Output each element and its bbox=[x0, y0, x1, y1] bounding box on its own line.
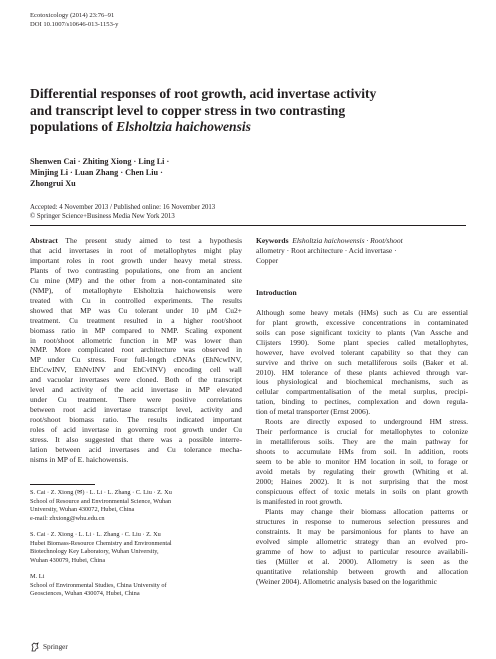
abstract-line: Abstract The present study aimed to test a hypothesis bbox=[30, 236, 242, 245]
intro-line: ious physiological and biochemical mechanisms, such as bbox=[256, 377, 468, 387]
affiliation-line: Geosciences, Wuhan 430074, Hubei, China bbox=[30, 590, 140, 598]
abstract-line: in root/shoot allometric function in MP was lower than bbox=[30, 335, 242, 345]
abstract-line: Cu mine (MP) and the other from a non-contaminated site bbox=[30, 275, 242, 285]
intro-line: (Weiner 2004). Allometric analysis based on the logarithmic bbox=[256, 576, 438, 586]
affiliation-names: S. Cai · Z. Xiong · L. Li · L. Zhang · C. Liu · Z. Xu bbox=[30, 531, 161, 538]
intro-line: gramme of how to adjust to particular resource availabili- bbox=[256, 546, 468, 556]
intro-line: soils can pose significant toxicity to plants (Van Assche and bbox=[256, 327, 468, 337]
affiliation-divider bbox=[30, 484, 95, 485]
affiliation-line: University, Wuhan 430072, Hubei, China bbox=[30, 506, 135, 514]
intro-line: 2010). HM tolerance of these plants achieved through var- bbox=[256, 367, 468, 377]
abstract-line: roles of acid invertase in governing root growth under Cu bbox=[30, 425, 242, 435]
intro-line: Roots are directly exposed to underground HM stress. bbox=[265, 417, 468, 427]
intro-line: for plant growth, excessive concentrations in contaminated bbox=[256, 317, 468, 327]
abstract-line: (NMP), of metallophyte Elsholtzia haichowensis were bbox=[30, 285, 242, 295]
running-header bbox=[30, 11, 118, 29]
copyright: © Springer Science+Business Media New York 2013 bbox=[30, 213, 175, 221]
abstract-line: NMP. More complicated root architecture was observed in bbox=[30, 345, 242, 355]
intro-paragraph-2 bbox=[256, 417, 468, 507]
affiliation-2 bbox=[30, 531, 242, 565]
right-column bbox=[256, 236, 468, 587]
abstract-line: treated with Cu in controlled experiments. The results bbox=[30, 295, 242, 305]
abstract-line: showed that MP was Cu tolerant under 10 μM Cu2+ bbox=[30, 305, 242, 315]
intro-line: is manifested in root growth. bbox=[256, 496, 343, 506]
affiliation-1 bbox=[30, 489, 242, 523]
abstract-line: Plants of two contrasting populations, one from an ancient bbox=[30, 265, 242, 275]
intro-line: Although some heavy metals (HMs) such as Cu are essential bbox=[256, 307, 468, 317]
affiliation-names: M. Li bbox=[30, 573, 45, 580]
keywords-line: allometry · Root architecture · Acid invertase · bbox=[256, 245, 397, 255]
abstract-line: important roles in root growth under heavy metal stress. bbox=[30, 255, 242, 265]
intro-line: evolved simple allometric strategy than an evolved pro- bbox=[256, 536, 468, 546]
intro-line: however, have evolved tolerant capability so that they can bbox=[256, 347, 468, 357]
intro-paragraph-1 bbox=[256, 308, 468, 417]
abstract-line: lation between acid invertases and Cu tolerance mecha- bbox=[30, 445, 242, 455]
intro-line: structures in response to numerous selection pressures and bbox=[256, 516, 468, 526]
intro-line: ties (Müller et al. 2000). Allometry is seen as the bbox=[256, 556, 468, 566]
publication-dates bbox=[30, 203, 330, 221]
email-link[interactable]: e-mail: zhxiong@whu.edu.cn bbox=[30, 514, 105, 522]
affiliation-3 bbox=[30, 573, 242, 599]
affiliation-line: School of Resource and Environmental Science, Wuhan bbox=[30, 497, 172, 505]
affiliation-line: Hubei Biomass-Resource Chemistry and Environmental bbox=[30, 539, 172, 547]
journal-citation: Ecotoxicology (2014) 23:76–91 bbox=[30, 12, 115, 19]
abstract-line: that acid invertases in root of metallophytes might play bbox=[30, 245, 242, 255]
intro-line: 2000; Haines 2002). It is not surprising that the most bbox=[256, 477, 468, 487]
doi[interactable]: DOI 10.1007/s10646-013-1153-y bbox=[30, 21, 119, 28]
intro-line: Plants may change their biomass allocation patterns or bbox=[265, 506, 468, 516]
intro-line: shoots to accumulate HMs from soil. In addition, roots bbox=[256, 447, 468, 457]
article-title bbox=[30, 86, 470, 136]
springer-horse-icon bbox=[30, 642, 40, 652]
abstract-line: stress. It also suggested that there was a possible interre- bbox=[30, 435, 242, 445]
abstract-line: biomass ratio in MP compared to NMP. Scaling exponent bbox=[30, 325, 242, 335]
intro-line: Clijsters 1990). Some plant species called metallophytes, bbox=[256, 337, 468, 347]
intro-line: conspicuous effect of toxic metals in soils on plant growth bbox=[256, 486, 468, 496]
intro-paragraph-3 bbox=[256, 507, 468, 587]
abstract-line: between root acid invertase transcript level, activity and bbox=[30, 405, 242, 415]
author-line: Zhongrui Xu bbox=[30, 179, 76, 189]
abstract-label: Abstract bbox=[30, 236, 58, 245]
title-line: populations of Elsholtzia haichowensis bbox=[30, 119, 251, 134]
intro-line: constraints. It may be parsimonious for plants to have an bbox=[256, 526, 468, 536]
species-name: Elsholtzia haichowensis bbox=[116, 119, 251, 134]
page-footer bbox=[30, 642, 68, 652]
intro-line: quantitative relationship between growth and allocation bbox=[256, 566, 468, 576]
abstract-line: and vacuolar invertases were cloned. Both of the transcript bbox=[30, 375, 242, 385]
abstract-section bbox=[30, 236, 242, 465]
keywords-line: Elsholtzia haichowensis · Root/shoot bbox=[292, 236, 403, 245]
keywords-label: Keywords bbox=[256, 236, 289, 245]
section-heading-introduction: Introduction bbox=[256, 287, 297, 297]
author-line: Minjing Li · Luan Zhang · Chen Liu · bbox=[30, 168, 163, 178]
abstract-line: nisms in MP of E. haichowensis. bbox=[30, 454, 129, 464]
author-line: Shenwen Cai · Zhiting Xiong · Ling Li · bbox=[30, 157, 170, 166]
abstract-line: EhCcwINV, EhNvINV and EhCvINV) encoding cell wall bbox=[30, 365, 242, 375]
affiliation-names: S. Cai · Z. Xiong (✉) · L. Li · L. Zhang · C. Liu · Z. Xu bbox=[30, 489, 172, 496]
abstract-line: under Cu treatment. There were positive correlations bbox=[30, 395, 242, 405]
affiliation-line: School of Environmental Studies, China University of bbox=[30, 581, 167, 589]
intro-line: cellular compartmentalisation of the metal surplus, precipi- bbox=[256, 387, 468, 397]
intro-line: avoid metals by regulating their growth (Whiting et al. bbox=[256, 467, 468, 477]
abstract-line: level and activity of the acid invertase in MP elevated bbox=[30, 385, 242, 395]
divider bbox=[30, 225, 466, 226]
author-list bbox=[30, 156, 330, 190]
affiliation-line: Wuhan 430079, Hubei, China bbox=[30, 556, 106, 564]
abstract-line: MP under Cu stress. Four full-length cDNAs (EhNcwINV, bbox=[30, 355, 242, 365]
intro-line: tation, binding to pectines, complexation and down regula- bbox=[256, 397, 468, 407]
abstract-body bbox=[30, 236, 242, 465]
intro-line: Their performance is crucial for metallophytes to colonize bbox=[256, 427, 468, 437]
intro-line: seem to be able to monitor HM location in soil, to forage or bbox=[256, 457, 468, 467]
keywords-line: Copper bbox=[256, 255, 279, 265]
abstract-line: root/shoot biomass ratio. The results indicated important bbox=[30, 415, 242, 425]
intro-line: survive and thrive on such metalliferous soils (Baker et al. bbox=[256, 357, 468, 367]
intro-line: in metalliferous soils. They are the main pathway for bbox=[256, 437, 468, 447]
abstract-line: treatment. Cu treatment resulted in a higher root/shoot bbox=[30, 315, 242, 325]
title-line: Differential responses of root growth, acid invertase activity bbox=[30, 86, 377, 101]
affiliation-line: Biotechnology Key Laboratory, Wuhan University, bbox=[30, 548, 159, 556]
accepted-published: Accepted: 4 November 2013 / Published online: 16 November 2013 bbox=[30, 204, 216, 211]
intro-line: tion of metal transporter (Ernst 2006). bbox=[256, 407, 371, 417]
title-line: and transcript level to copper stress in two contrasting bbox=[30, 102, 346, 118]
publisher-name: Springer bbox=[43, 642, 68, 651]
keywords bbox=[256, 236, 468, 246]
